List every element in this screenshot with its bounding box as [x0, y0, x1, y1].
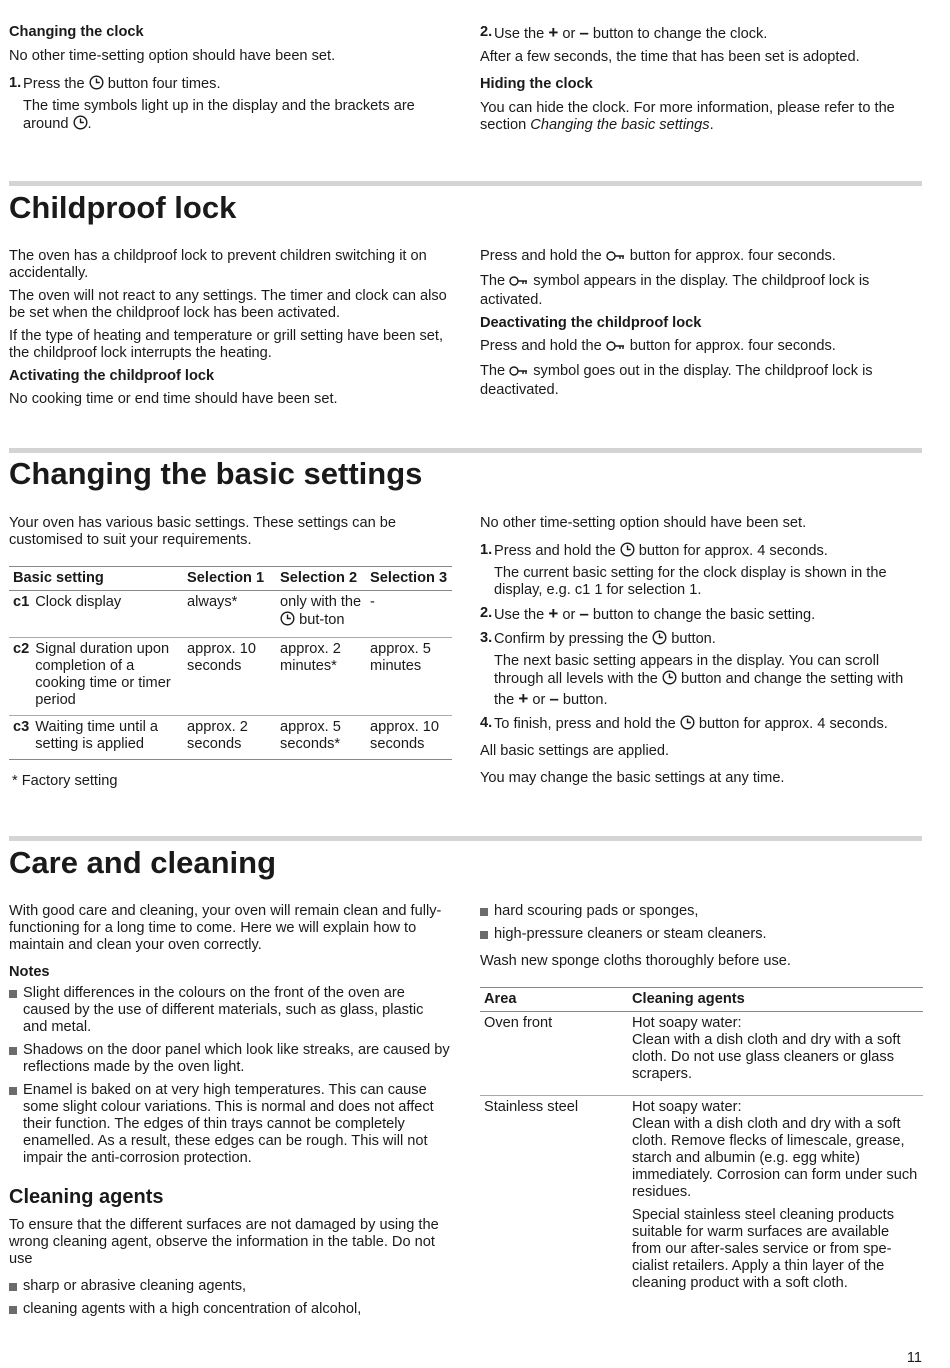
hiding-section-ref: Changing the basic settings: [530, 117, 710, 133]
setting-name: Clock display: [31, 591, 183, 638]
bullet-icon: [9, 1306, 17, 1314]
text: The: [480, 273, 510, 289]
key-icon: [509, 365, 529, 382]
step-number: 3.: [480, 630, 493, 646]
selection-1: approx. 2 seconds: [183, 716, 276, 760]
step-detail: .: [87, 116, 92, 132]
selection-3: approx. 10 seconds: [366, 716, 452, 760]
step-text: button for approx. 4 seconds.: [694, 716, 888, 732]
step-number: 2.: [480, 605, 493, 621]
cleaning-agents-heading: Cleaning agents: [9, 1186, 164, 1208]
table-row: [9, 638, 452, 716]
area-cell: Stainless steel: [484, 1099, 579, 1115]
bullet-icon: [480, 908, 488, 916]
care-title: Care and cleaning: [9, 845, 277, 880]
plus-icon: +: [548, 23, 559, 42]
donot-text: cleaning agents with a high concentration of alcohol,: [23, 1301, 362, 1317]
basic-right-intro: No other time-setting option should have been set.: [480, 515, 807, 531]
selection-3: approx. 5 minutes: [366, 638, 452, 716]
note-item: [9, 1042, 451, 1076]
setting-name: Waiting time until a setting is applied: [31, 716, 183, 760]
clock-intro: No other time-setting option should have been set.: [9, 48, 336, 64]
donot-text: sharp or abrasive cleaning agents,: [23, 1278, 247, 1294]
notes-heading: Notes: [9, 964, 50, 980]
note-text: Shadows on the door panel which look like streaks, are caused by reflections made by the oven light.: [23, 1042, 450, 1075]
area-cell: Oven front: [480, 1012, 628, 1096]
deactivate-instruction: [480, 338, 922, 357]
basic-intro-block: [9, 515, 451, 555]
detail-text: or: [528, 692, 550, 708]
hiding-heading: Hiding the clock: [480, 76, 593, 92]
childproof-right-column: [480, 248, 922, 405]
section-rule: [9, 448, 922, 453]
text: symbol appears in the display. The childproof lock is activated.: [480, 273, 870, 308]
setting-name: Signal duration upon completion of a cooking time or timer period: [31, 638, 183, 716]
table-header: Cleaning agents: [628, 988, 923, 1012]
activated-text: [480, 273, 922, 309]
clock-heading: Changing the clock: [9, 24, 144, 40]
donot-item: [9, 1278, 451, 1295]
basic-right-column: [480, 515, 922, 793]
basic-step-2: [480, 605, 922, 624]
agent-text: Hot soapy water: Clean with a dish cloth and dry with a soft cloth. Do not use glass cleaners or glass scrapers.: [632, 1015, 901, 1082]
donot-text: high-pressure cleaners or steam cleaners.: [494, 926, 767, 942]
deactivated-text: [480, 363, 922, 399]
table-header: Selection 1: [183, 567, 276, 591]
childproof-left-column: [9, 248, 451, 414]
basic-settings-table: [9, 566, 452, 760]
donot-item: [9, 1301, 451, 1318]
basic-step-1: [480, 542, 922, 599]
donot-item: [480, 926, 922, 943]
step-text: Press and hold the: [494, 543, 620, 559]
step-number: 1.: [480, 542, 493, 558]
note-text: Enamel is baked on at very high temperatures. This can cause some slight colour variations. This is normal and does not affect their function. The edges of thin trays cannot be completely enamelled. As a result, these edges can be rough. This will not impair the anti-corrosion protection.: [23, 1082, 434, 1166]
clock-icon: [680, 715, 695, 735]
clock-icon: [89, 75, 104, 95]
basic-anytime: You may change the basic settings at any time.: [480, 770, 785, 786]
setting-code: c3: [9, 716, 31, 760]
bullet-icon: [9, 1283, 17, 1291]
cleaning-table: [480, 987, 923, 1304]
setting-code: c2: [9, 638, 31, 716]
step-text: button four times.: [103, 76, 221, 92]
basic-step-4: [480, 715, 922, 735]
step-text: button to change the basic setting.: [588, 607, 816, 623]
detail-text: button.: [558, 692, 608, 708]
bullet-icon: [9, 990, 17, 998]
step-text: button.: [667, 631, 716, 647]
agent-text: Special stainless steel cleaning products suitable for warm surfaces are available from our after-sales service or from spe-cialist retailers. Apply a thin layer of the cleaning product with a soft cloth.: [632, 1207, 895, 1291]
basic-step-3: [480, 630, 922, 709]
hiding-text: [480, 100, 922, 134]
text: button for approx. four seconds.: [625, 338, 836, 354]
step-text: Use the: [494, 607, 549, 623]
table-header: Basic setting: [9, 567, 183, 591]
step-text: or: [558, 26, 580, 42]
clock-icon: [280, 611, 295, 631]
childproof-p3: If the type of heating and temperature or grill setting have been set, the childproof lock interrupts the heating.: [9, 328, 444, 361]
step-text: Confirm by pressing the: [494, 631, 653, 647]
plus-icon: +: [518, 689, 529, 708]
step-detail: The time symbols light up in the display and the brackets are around: [23, 98, 415, 132]
selection-3: -: [366, 591, 452, 638]
clock-icon: [73, 115, 88, 135]
note-item: [9, 1082, 451, 1167]
hiding-text-a: You can hide the clock. For more information, please refer to the section: [480, 100, 895, 133]
basic-intro: Your oven has various basic settings. These settings can be customised to suit your requirements.: [9, 515, 396, 548]
activating-heading: Activating the childproof lock: [9, 368, 215, 384]
minus-icon: –: [579, 23, 589, 42]
table-row: [9, 591, 452, 638]
cell-text: but-ton: [295, 612, 345, 628]
section-rule: [9, 836, 922, 841]
table-header-row: [9, 567, 452, 591]
cleaning-agents-intro: To ensure that the different surfaces are not damaged by using the wrong cleaning agent, observe the information in the table. Do not use: [9, 1217, 439, 1267]
key-icon: [606, 250, 626, 267]
table-header: Area: [480, 988, 628, 1012]
note-item: [9, 985, 451, 1036]
step-detail: [494, 653, 922, 709]
agent-text: Hot soapy water: Clean with a dish cloth and dry with a soft cloth. Remove flecks of limescale, grease, starch and albumin (e.g. egg white) immediately. Corrosion can form under such residues.: [632, 1099, 918, 1200]
step-text: To finish, press and hold the: [494, 716, 680, 732]
agent-cell: [628, 1012, 923, 1096]
bullet-icon: [480, 931, 488, 939]
plus-icon: +: [548, 604, 559, 623]
step-number: 2.: [480, 24, 493, 40]
table-header: Selection 3: [366, 567, 452, 591]
step-text: Use the: [494, 26, 549, 42]
clock-step-1: [9, 75, 451, 135]
clock-right-column: [480, 24, 922, 140]
minus-icon: –: [579, 604, 589, 623]
step-detail: The current basic setting for the clock display is shown in the display, e.g. c1 1 for selection 1.: [494, 565, 887, 598]
key-icon: [606, 340, 626, 357]
activating-text: No cooking time or end time should have been set.: [9, 391, 338, 407]
selection-2: approx. 2 minutes*: [276, 638, 366, 716]
step-text: Press the: [23, 76, 89, 92]
text: Press and hold the: [480, 248, 606, 264]
clock-icon: [620, 542, 635, 562]
text: symbol goes out in the display. The childproof lock is deactivated.: [480, 363, 873, 398]
table-row: [480, 1096, 923, 1305]
table-footnote: * Factory setting: [12, 773, 118, 789]
selection-2: [276, 591, 366, 638]
childproof-p2: The oven will not react to any settings. The timer and clock can also be set when the childproof lock has been activated.: [9, 288, 447, 321]
table-header: Selection 2: [276, 567, 366, 591]
hiding-text-b: .: [709, 117, 714, 133]
text: button for approx. four seconds.: [625, 248, 836, 264]
table-row: [480, 1012, 923, 1096]
basic-title: Changing the basic settings: [9, 456, 423, 491]
clock-icon: [662, 670, 677, 690]
step-text: button to change the clock.: [588, 26, 768, 42]
minus-icon: –: [549, 689, 559, 708]
step-number: 4.: [480, 715, 493, 731]
step-number: 1.: [9, 75, 22, 91]
setting-code: c1: [9, 591, 31, 638]
detail-text: button and change the setting with the: [494, 671, 904, 708]
text: The: [480, 363, 510, 379]
clock-adopted: After a few seconds, the time that has been set is adopted.: [480, 49, 860, 65]
detail-text: The next basic setting appears in the display. You can scroll through all levels with the: [494, 653, 880, 687]
care-right-column: [480, 903, 922, 976]
donot-text: hard scouring pads or sponges,: [494, 903, 699, 919]
childproof-title: Childproof lock: [9, 190, 237, 225]
agent-cell: [628, 1096, 923, 1305]
activate-instruction: [480, 248, 922, 267]
table-header-row: [480, 988, 923, 1012]
basic-applied: All basic settings are applied.: [480, 743, 670, 759]
clock-icon: [652, 630, 667, 650]
clock-step-2: [480, 24, 922, 43]
text: Press and hold the: [480, 338, 606, 354]
care-left-column: [9, 903, 451, 1324]
section-rule: [9, 181, 922, 186]
clock-left-column: [9, 24, 451, 141]
deactivating-heading: Deactivating the childproof lock: [480, 315, 702, 331]
page-number: 11: [906, 1350, 922, 1366]
care-intro: With good care and cleaning, your oven will remain clean and fully-functioning for a long time to come. Here we will explain how to maintain and clean your oven correctly.: [9, 903, 442, 953]
note-text: Slight differences in the colours on the front of the oven are caused by the use of different materials, such as glass, plastic and metal.: [23, 985, 424, 1035]
selection-1: approx. 10 seconds: [183, 638, 276, 716]
wash-text: Wash new sponge cloths thoroughly before use.: [480, 953, 791, 969]
key-icon: [509, 275, 529, 292]
bullet-icon: [9, 1047, 17, 1055]
selection-1: always*: [183, 591, 276, 638]
step-text: button for approx. 4 seconds.: [634, 543, 828, 559]
cell-text: only with the: [280, 594, 362, 610]
bullet-icon: [9, 1087, 17, 1095]
table-row: [9, 716, 452, 760]
childproof-p1: The oven has a childproof lock to prevent children switching it on accidentally.: [9, 248, 427, 281]
donot-item: [480, 903, 922, 920]
selection-2: approx. 5 seconds*: [276, 716, 366, 760]
step-text: or: [558, 607, 580, 623]
